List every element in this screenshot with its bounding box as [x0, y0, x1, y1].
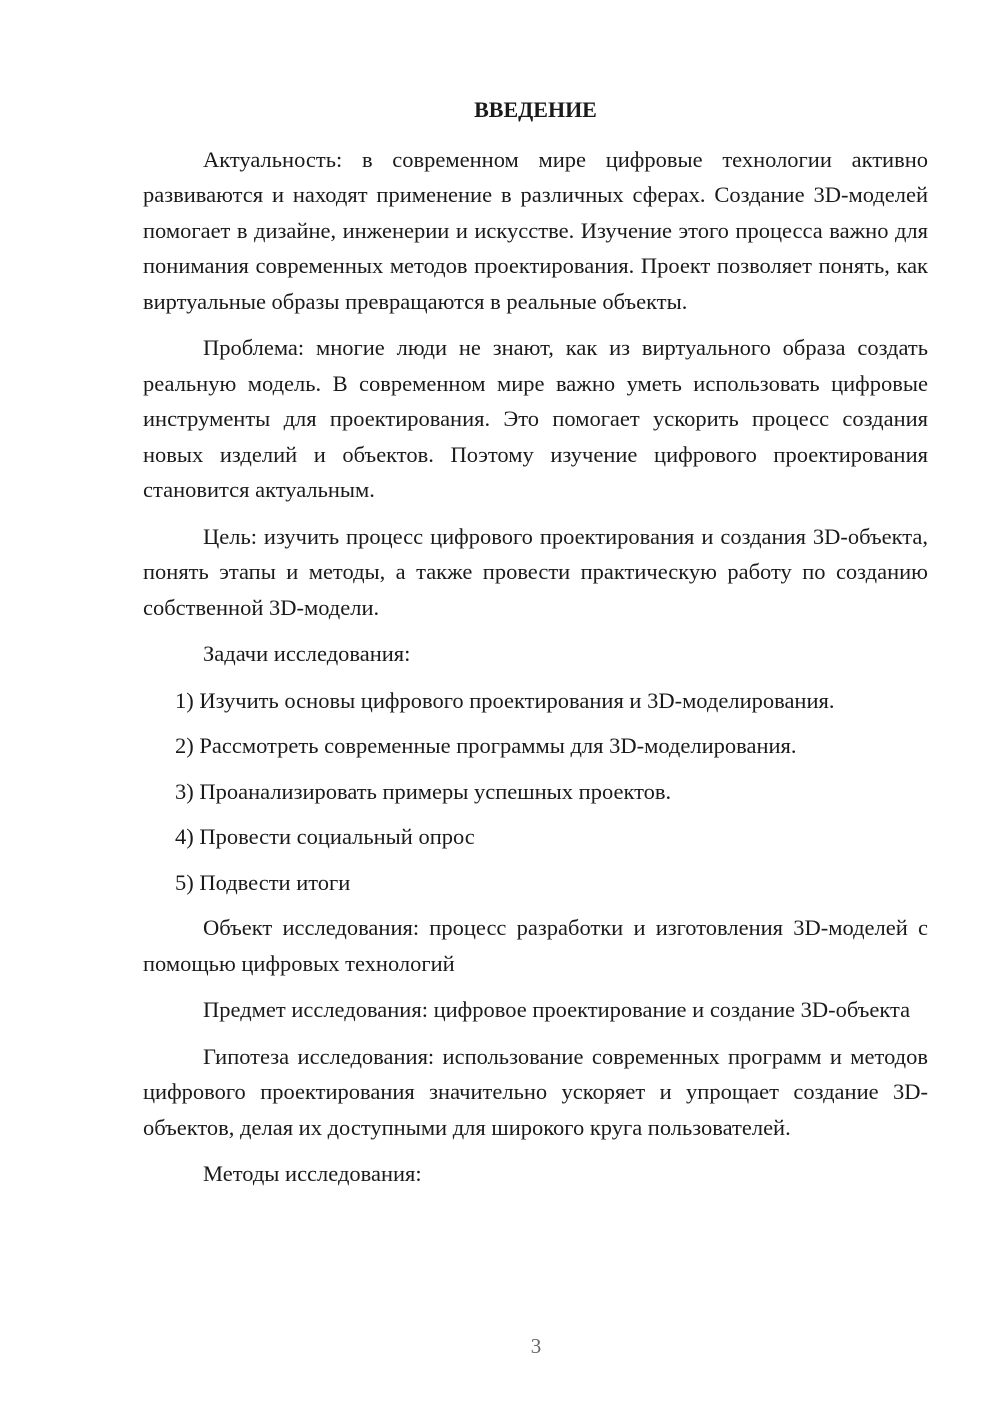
paragraph-hypothesis: Гипотеза исследования: использование современных программ и методов цифрового проектирования значительно ускоряет и упрощает создание 3D-объектов, делая их доступными для широкого круга пользователей.	[143, 1043, 928, 1140]
paragraph-relevance: Актуальность: в современном мире цифровые технологии активно развиваются и находят применение в различных сферах. Создание 3D-моделей помогает в дизайне, инженерии и искусстве. Изучение этого процесса важно для понимания современных методов проектирования. Проект позволяет понять, как виртуальные образы превращаются в реальные объекты.	[143, 146, 928, 314]
paragraph-goal: Цель: изучить процесс цифрового проектирования и создания 3D-объекта, понять этапы и методы, а также провести практическую работу по созданию собственной 3D-модели.	[143, 523, 928, 620]
list-item: 1) Изучить основы цифрового проектирования и 3D-моделирования.	[175, 687, 835, 713]
list-item: 2) Рассмотреть современные программы для 3D-моделирования.	[175, 733, 797, 758]
paragraph-methods: Методы исследования:	[203, 1161, 422, 1186]
page-title: ВВЕДЕНИЕ	[474, 97, 597, 122]
list-item: 5) Подвести итоги	[175, 869, 351, 895]
tasks-list	[143, 683, 928, 901]
page-number: 3	[530, 1334, 542, 1358]
paragraph-problem: Проблема: многие люди не знают, как из виртуального образа создать реальную модель. В современном мире важно уметь использовать цифровые инструменты для проектирования. Это помогает ускорить процесс создания новых изделий и объектов. Поэтому изучение цифрового проектирования становится актуальным.	[143, 335, 928, 502]
paragraph-object: Объект исследования: процесс разработки и изготовления 3D-моделей с помощью цифровых технологий	[143, 915, 928, 976]
page-content	[143, 92, 928, 1203]
paragraph-tasks-heading: Задачи исследования:	[203, 641, 411, 666]
list-item: 3) Проанализировать примеры успешных проектов.	[175, 778, 672, 804]
list-item: 4) Провести социальный опрос	[175, 824, 475, 849]
paragraph-subject: Предмет исследования: цифровое проектирование и создание 3D-объекта	[203, 997, 911, 1022]
